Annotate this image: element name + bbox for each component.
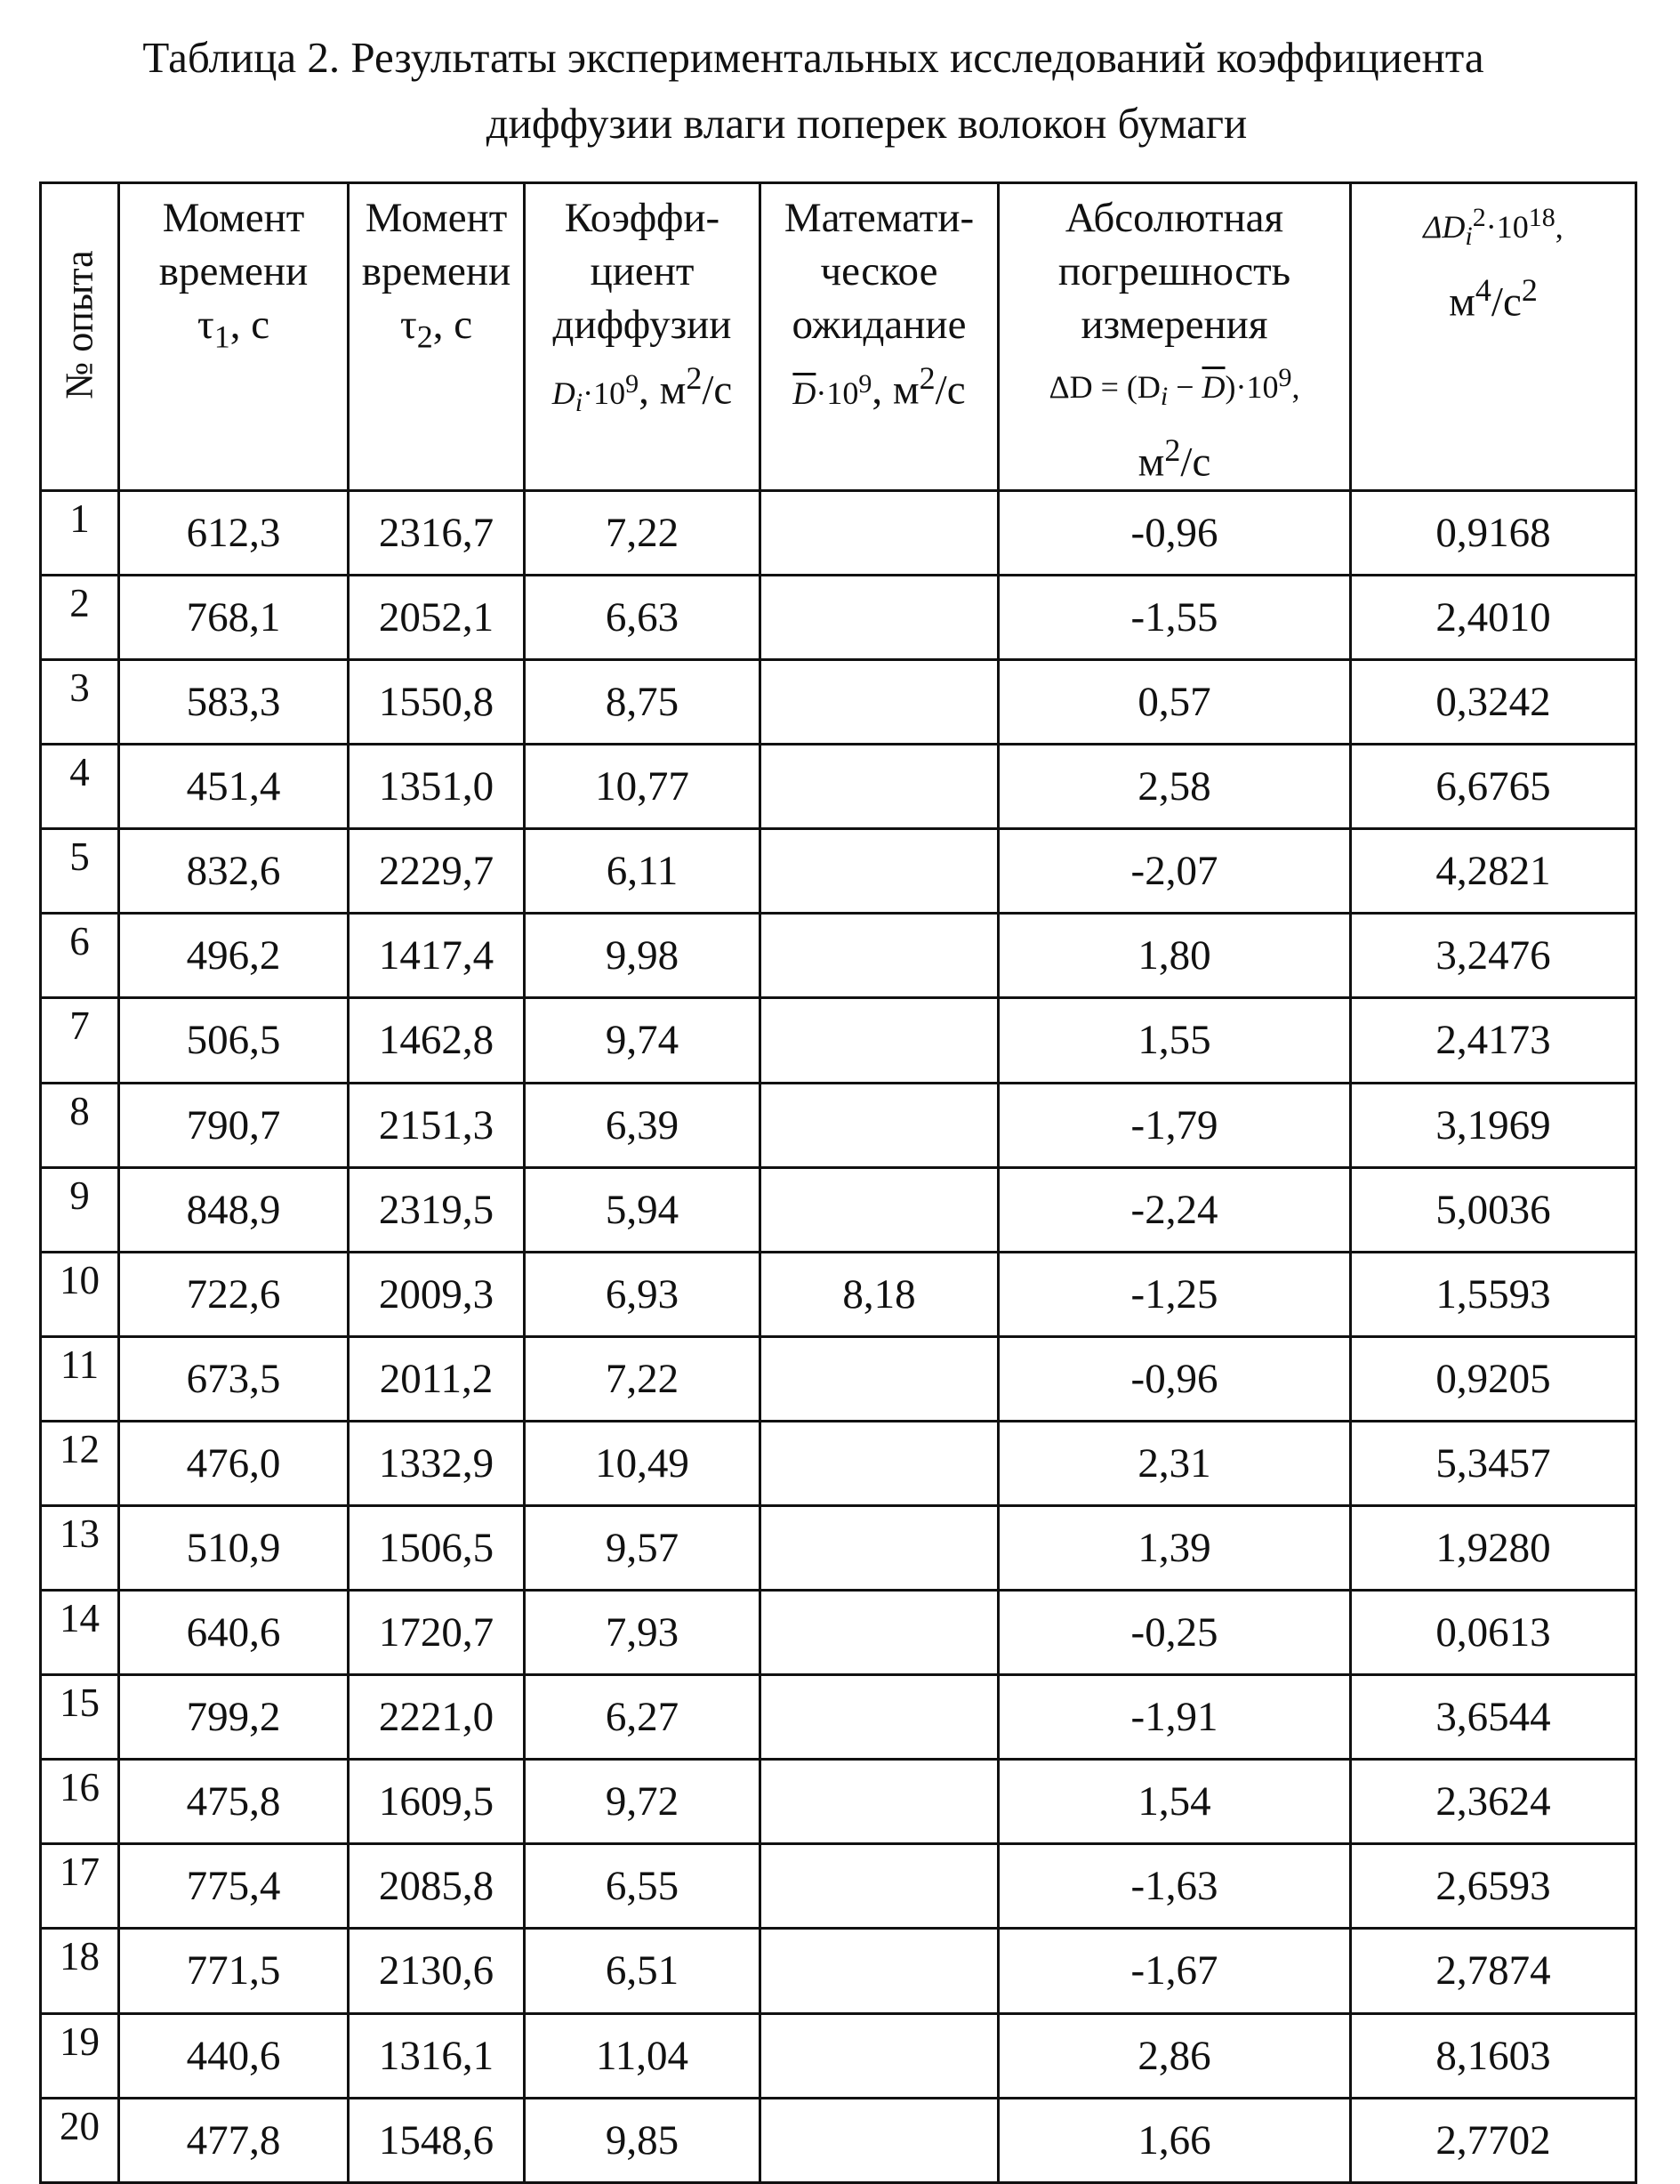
cell-time-t1: 832,6 [119,829,349,914]
cell-expectation [760,914,999,998]
cell-diffusion-coefficient: 9,57 [525,1505,760,1590]
cell-time-t2: 2011,2 [349,1336,525,1421]
cell-time-t2: 1316,1 [349,2013,525,2098]
cell-time-t1: 475,8 [119,1760,349,1844]
cell-squared-deviation: 2,7702 [1351,2098,1636,2182]
table-row [41,1167,1636,1252]
cell-absolute-error: 1,55 [999,998,1351,1083]
cell-expectation [760,998,999,1083]
cell-expectation [760,1083,999,1167]
cell-squared-deviation: 3,6544 [1351,1675,1636,1760]
cell-squared-deviation: 0,3242 [1351,660,1636,745]
cell-time-t2: 1550,8 [349,660,525,745]
cell-diffusion-coefficient: 6,63 [525,575,760,659]
cell-experiment-number: 5 [41,829,119,914]
cell-time-t1: 771,5 [119,1929,349,2013]
table-row [41,1505,1636,1590]
cell-time-t1: 612,3 [119,490,349,575]
cell-diffusion-coefficient: 6,39 [525,1083,760,1167]
cell-squared-deviation: 1,5593 [1351,1252,1636,1336]
cell-experiment-number: 16 [41,1760,119,1844]
cell-time-t2: 1506,5 [349,1505,525,1590]
cell-time-t1: 768,1 [119,575,349,659]
cell-experiment-number: 11 [41,1336,119,1421]
cell-expectation [760,660,999,745]
cell-absolute-error: 1,54 [999,1760,1351,1844]
cell-diffusion-coefficient: 7,93 [525,1591,760,1675]
cell-time-t1: 440,6 [119,2013,349,2098]
table-row [41,1252,1636,1336]
cell-squared-deviation: 8,1603 [1351,2013,1636,2098]
table-row [41,1421,1636,1505]
cell-absolute-error: 1,80 [999,914,1351,998]
cell-diffusion-coefficient: 6,27 [525,1675,760,1760]
cell-squared-deviation: 2,7874 [1351,1929,1636,2013]
header-experiment-number: № опыта [41,183,119,491]
cell-squared-deviation: 2,4010 [1351,575,1636,659]
table-row [41,1336,1636,1421]
cell-diffusion-coefficient: 9,72 [525,1760,760,1844]
header-time-t1: Момент времени $\tau_1$, с [119,183,349,491]
cell-time-t1: 510,9 [119,1505,349,1590]
table-row [41,2098,1636,2182]
cell-squared-deviation: 2,3624 [1351,1760,1636,1844]
cell-time-t1: 722,6 [119,1252,349,1336]
cell-diffusion-coefficient: 6,11 [525,829,760,914]
cell-expectation [760,2098,999,2182]
cell-time-t1: 583,3 [119,660,349,745]
cell-absolute-error: -0,96 [999,490,1351,575]
cell-expectation [760,2013,999,2098]
cell-time-t1: 790,7 [119,1083,349,1167]
cell-time-t2: 2052,1 [349,575,525,659]
cell-time-t2: 1332,9 [349,1421,525,1505]
cell-time-t2: 1417,4 [349,914,525,998]
cell-expectation [760,1421,999,1505]
cell-squared-deviation: 0,0613 [1351,1591,1636,1675]
cell-diffusion-coefficient: 8,75 [525,660,760,745]
cell-expectation [760,575,999,659]
cell-expectation [760,1167,999,1252]
cell-diffusion-coefficient: 11,04 [525,2013,760,2098]
table-row [41,575,1636,659]
cell-experiment-number: 8 [41,1083,119,1167]
table-row [41,914,1636,998]
cell-experiment-number: 19 [41,2013,119,2098]
cell-experiment-number: 6 [41,914,119,998]
cell-time-t2: 1351,0 [349,745,525,829]
cell-time-t1: 451,4 [119,745,349,829]
cell-absolute-error: -2,07 [999,829,1351,914]
cell-squared-deviation: 3,1969 [1351,1083,1636,1167]
cell-diffusion-coefficient: 10,77 [525,745,760,829]
cell-time-t2: 2221,0 [349,1675,525,1760]
table-row [41,998,1636,1083]
cell-time-t2: 2316,7 [349,490,525,575]
cell-time-t1: 848,9 [119,1167,349,1252]
cell-experiment-number: 3 [41,660,119,745]
table-row [41,1929,1636,2013]
cell-diffusion-coefficient: 7,22 [525,1336,760,1421]
table-row [41,490,1636,575]
cell-experiment-number: 10 [41,1252,119,1336]
cell-squared-deviation: 0,9205 [1351,1336,1636,1421]
cell-experiment-number: 13 [41,1505,119,1590]
cell-time-t2: 2085,8 [349,1844,525,1929]
table-row [41,829,1636,914]
cell-diffusion-coefficient: 10,49 [525,1421,760,1505]
cell-expectation [760,1675,999,1760]
table-row [41,1675,1636,1760]
cell-squared-deviation: 0,9168 [1351,490,1636,575]
cell-experiment-number: 14 [41,1591,119,1675]
cell-time-t2: 2229,7 [349,829,525,914]
title-line-2: диффузии влаги поперек волокон бумаги [486,99,1248,148]
cell-time-t2: 1720,7 [349,1591,525,1675]
cell-squared-deviation: 5,0036 [1351,1167,1636,1252]
cell-absolute-error: -0,96 [999,1336,1351,1421]
cell-absolute-error: 2,86 [999,2013,1351,2098]
cell-diffusion-coefficient: 6,51 [525,1929,760,2013]
table-row [41,1591,1636,1675]
cell-time-t1: 496,2 [119,914,349,998]
table-row [41,1760,1636,1844]
table-row [41,1844,1636,1929]
cell-experiment-number: 7 [41,998,119,1083]
cell-expectation [760,1505,999,1590]
results-table [39,181,1637,2184]
cell-time-t2: 1609,5 [349,1760,525,1844]
cell-experiment-number: 12 [41,1421,119,1505]
header-absolute-error: Абсолютная погрешность измерения $\Delta D = (D_i - \overline{D})\cdot 10^9$, $м^2/с$ [999,183,1351,491]
cell-experiment-number: 2 [41,575,119,659]
cell-absolute-error: -0,25 [999,1591,1351,1675]
cell-expectation [760,490,999,575]
cell-absolute-error: -1,67 [999,1929,1351,2013]
cell-absolute-error: -2,24 [999,1167,1351,1252]
cell-time-t1: 506,5 [119,998,349,1083]
cell-expectation [760,1844,999,1929]
cell-time-t1: 673,5 [119,1336,349,1421]
cell-expectation [760,745,999,829]
cell-experiment-number: 15 [41,1675,119,1760]
header-expectation: Математи- ческое ожидание $\overline{D}\cdot 10^9$, $м^2/с$ [760,183,999,491]
cell-time-t2: 1462,8 [349,998,525,1083]
cell-expectation: 8,18 [760,1252,999,1336]
cell-absolute-error: 0,57 [999,660,1351,745]
cell-time-t2: 2151,3 [349,1083,525,1167]
cell-absolute-error: 2,58 [999,745,1351,829]
table-body [41,490,1636,2182]
table-row [41,660,1636,745]
cell-squared-deviation: 2,6593 [1351,1844,1636,1929]
cell-expectation [760,1336,999,1421]
cell-time-t2: 2009,3 [349,1252,525,1336]
table-row [41,745,1636,829]
cell-squared-deviation: 5,3457 [1351,1421,1636,1505]
cell-expectation [760,1929,999,2013]
header-time-t2: Момент времени $\tau_2$, с [349,183,525,491]
cell-diffusion-coefficient: 6,55 [525,1844,760,1929]
cell-diffusion-coefficient: 9,98 [525,914,760,998]
cell-diffusion-coefficient: 5,94 [525,1167,760,1252]
cell-time-t1: 477,8 [119,2098,349,2182]
table-row [41,1083,1636,1167]
cell-time-t1: 640,6 [119,1591,349,1675]
cell-absolute-error: 2,31 [999,1421,1351,1505]
cell-squared-deviation: 1,9280 [1351,1505,1636,1590]
cell-absolute-error: -1,79 [999,1083,1351,1167]
cell-absolute-error: -1,63 [999,1844,1351,1929]
cell-time-t1: 799,2 [119,1675,349,1760]
cell-time-t2: 2319,5 [349,1167,525,1252]
cell-squared-deviation: 3,2476 [1351,914,1636,998]
cell-diffusion-coefficient: 6,93 [525,1252,760,1336]
table-title [0,25,1680,157]
cell-experiment-number: 1 [41,490,119,575]
table-row [41,2013,1636,2098]
cell-experiment-number: 20 [41,2098,119,2182]
cell-time-t2: 1548,6 [349,2098,525,2182]
cell-expectation [760,829,999,914]
cell-absolute-error: 1,66 [999,2098,1351,2182]
cell-experiment-number: 9 [41,1167,119,1252]
cell-absolute-error: -1,25 [999,1252,1351,1336]
cell-squared-deviation: 6,6765 [1351,745,1636,829]
cell-absolute-error: -1,55 [999,575,1351,659]
header-diffusion-coefficient: Коэффи- циент диффузии $D_i\cdot 10^9$, $м^2/с$ [525,183,760,491]
cell-time-t1: 775,4 [119,1844,349,1929]
header-squared-deviation: $\Delta D_i^2\cdot 10^{18}$, $м^4/с^2$ [1351,183,1636,491]
cell-time-t2: 2130,6 [349,1929,525,2013]
cell-experiment-number: 17 [41,1844,119,1929]
cell-absolute-error: -1,91 [999,1675,1351,1760]
cell-squared-deviation: 2,4173 [1351,998,1636,1083]
cell-diffusion-coefficient: 9,74 [525,998,760,1083]
cell-expectation [760,1760,999,1844]
cell-experiment-number: 18 [41,1929,119,2013]
cell-absolute-error: 1,39 [999,1505,1351,1590]
title-line-1: Таблица 2. Результаты экспериментальных исследований коэффициента [142,33,1484,82]
cell-experiment-number: 4 [41,745,119,829]
cell-expectation [760,1591,999,1675]
header-row [41,183,1636,491]
cell-diffusion-coefficient: 7,22 [525,490,760,575]
cell-squared-deviation: 4,2821 [1351,829,1636,914]
cell-diffusion-coefficient: 9,85 [525,2098,760,2182]
cell-time-t1: 476,0 [119,1421,349,1505]
